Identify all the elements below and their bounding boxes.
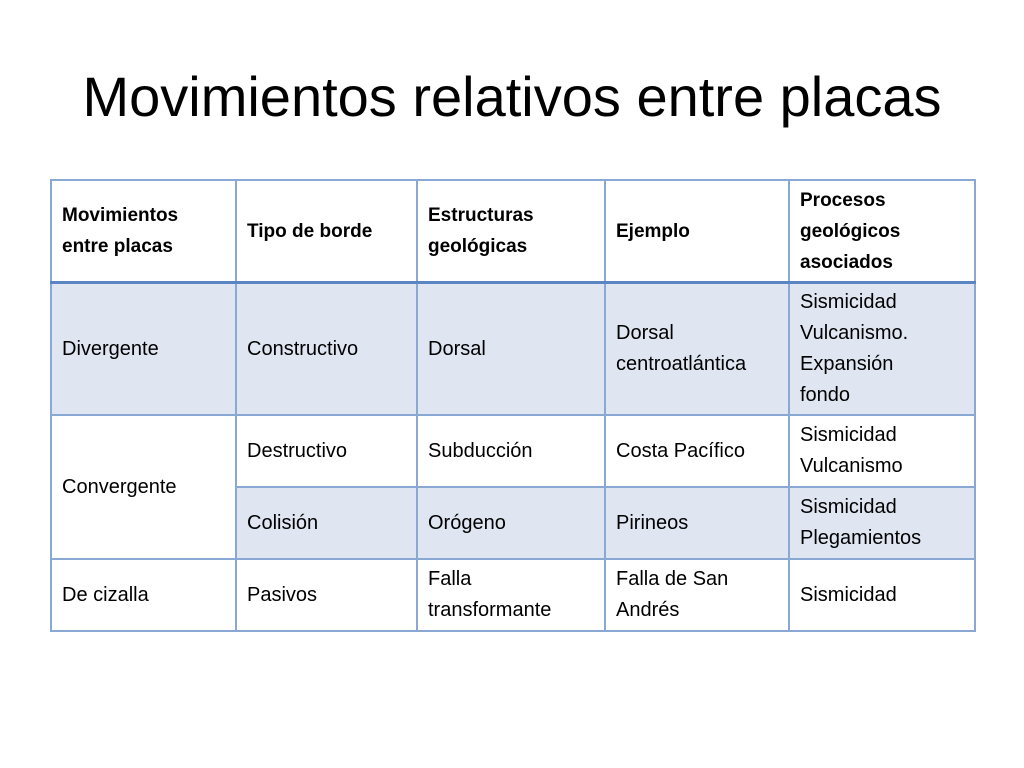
header-ejemplo: Ejemplo <box>605 180 789 283</box>
cell-movimiento: Divergente <box>51 283 236 416</box>
cell-procesos: Sismicidad Vulcanismo. Expansión fondo <box>789 283 975 416</box>
table-row <box>51 559 975 631</box>
cell-estructura: Orógeno <box>417 487 605 559</box>
cell-estructura: Subducción <box>417 415 605 487</box>
table-header-row <box>51 180 975 283</box>
cell-estructura: Falla transformante <box>417 559 605 631</box>
cell-tipo-borde: Colisión <box>236 487 417 559</box>
header-estructuras: Estructuras geológicas <box>417 180 605 283</box>
header-tipo-de-borde: Tipo de borde <box>236 180 417 283</box>
header-movimientos: Movimientos entre placas <box>51 180 236 283</box>
cell-movimiento: De cizalla <box>51 559 236 631</box>
plate-movements-table <box>50 179 976 632</box>
slide-title: Movimientos relativos entre placas <box>82 65 942 128</box>
cell-procesos: Sismicidad <box>789 559 975 631</box>
table-row <box>51 283 975 416</box>
table-row <box>51 415 975 487</box>
cell-ejemplo: Falla de San Andrés <box>605 559 789 631</box>
cell-tipo-borde: Destructivo <box>236 415 417 487</box>
cell-tipo-borde: Constructivo <box>236 283 417 416</box>
cell-procesos: Sismicidad Vulcanismo <box>789 415 975 487</box>
header-procesos: Procesos geológicos asociados <box>789 180 975 283</box>
cell-ejemplo: Dorsal centroatlántica <box>605 283 789 416</box>
cell-tipo-borde: Pasivos <box>236 559 417 631</box>
cell-ejemplo: Pirineos <box>605 487 789 559</box>
cell-estructura: Dorsal <box>417 283 605 416</box>
cell-procesos: Sismicidad Plegamientos <box>789 487 975 559</box>
cell-movimiento: Convergente <box>51 415 236 559</box>
cell-ejemplo: Costa Pacífico <box>605 415 789 487</box>
